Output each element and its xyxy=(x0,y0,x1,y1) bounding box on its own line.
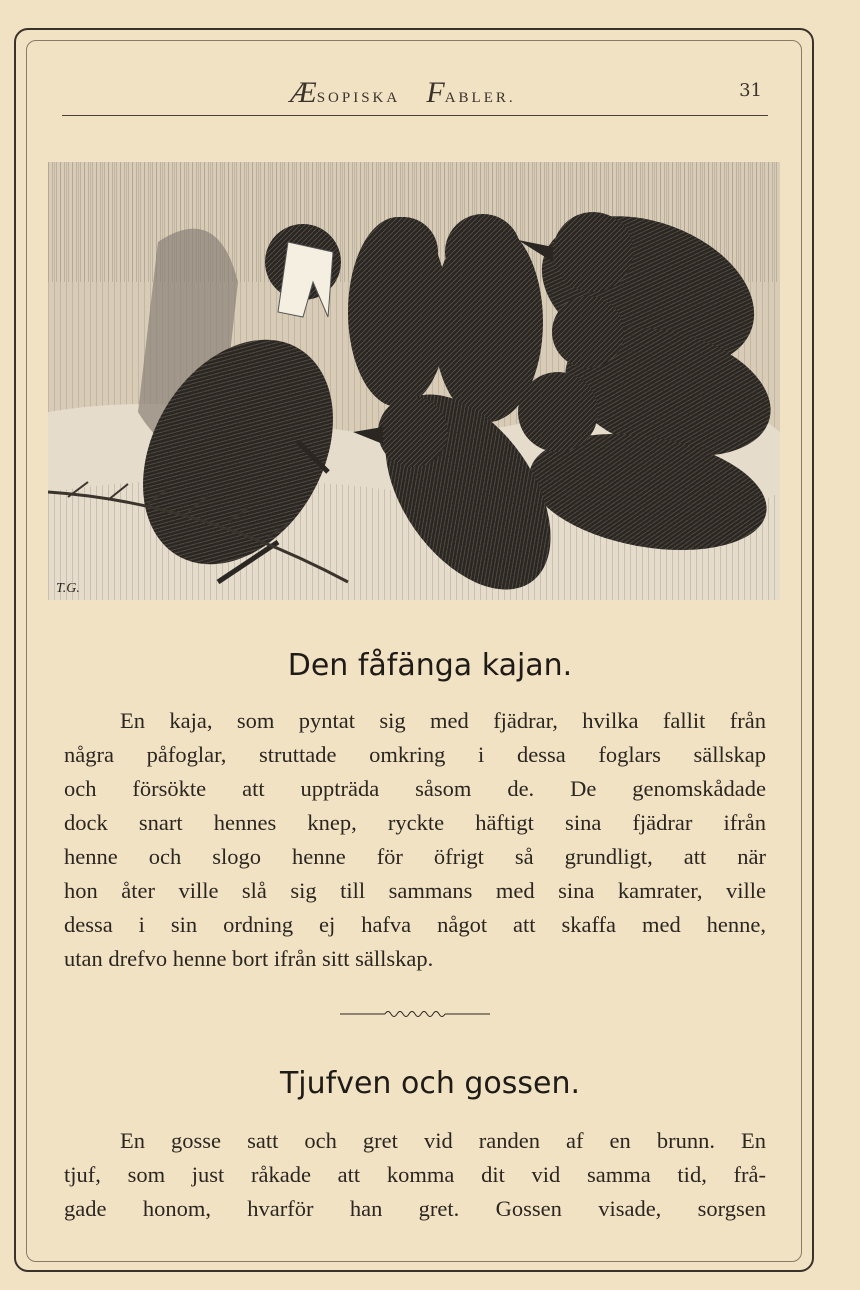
title-word-1: SOPISKA xyxy=(316,90,400,106)
fable-title-2: Tjufven och gossen. xyxy=(279,1066,581,1101)
engraving-svg xyxy=(48,162,780,600)
book-title xyxy=(290,76,516,110)
title-initial-f: F xyxy=(426,76,445,109)
title-word-2: ABLER. xyxy=(444,90,516,106)
crow-engraving-illustration xyxy=(48,162,780,600)
page-number: 31 xyxy=(739,80,762,101)
fable2-line: tjuf, som just råkade att komma dit vid samma tid, frå- xyxy=(64,1162,766,1187)
fable-body-1 xyxy=(64,704,766,976)
fable1-line: och försökte att uppträda såsom de. De genomskådade xyxy=(64,776,766,801)
fable1-line: henne och slogo henne för öfrigt så grundligt, att när xyxy=(64,844,766,869)
fable1-line: dock snart hennes knep, ryckte häftigt sina fjädrar ifrån xyxy=(64,810,766,835)
fable-title-1: Den fåfänga kajan. xyxy=(287,648,573,683)
fable1-line: utan drefvo henne bort ifrån sitt sällskap. xyxy=(64,946,434,971)
fable1-line: hon åter ville slå sig till sammans med sina kamrater, ville xyxy=(64,878,766,903)
header-rule xyxy=(62,115,768,116)
fable2-line: En gosse satt och gret vid randen af en brunn. En xyxy=(120,1128,766,1153)
fable1-line: En kaja, som pyntat sig med fjädrar, hvilka fallit från xyxy=(120,708,766,733)
fable2-line: gade honom, hvarför han gret. Gossen visade, sorgsen xyxy=(64,1196,766,1221)
fable1-line: dessa i sin ordning ej hafva något att skaffa med henne, xyxy=(64,912,766,937)
fable-body-2 xyxy=(64,1124,766,1226)
section-divider-ornament xyxy=(340,1006,490,1022)
fable1-line: några påfoglar, struttade omkring i dessa foglars sällskap xyxy=(64,742,766,767)
artist-signature: T.G. xyxy=(56,581,80,596)
running-header xyxy=(60,62,770,112)
title-initial-ae: Æ xyxy=(290,76,317,109)
